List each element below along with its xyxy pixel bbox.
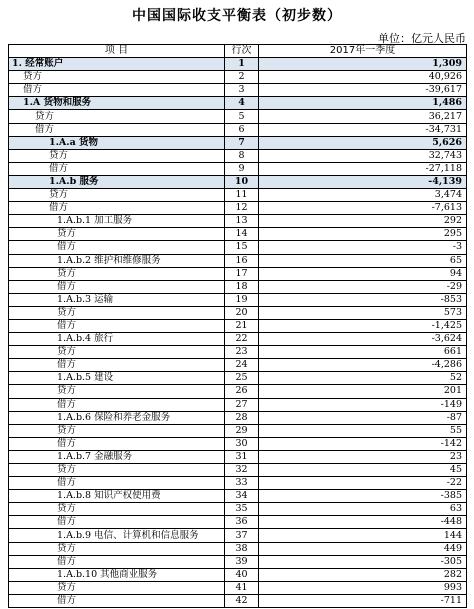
row-number: 21 [225,319,259,332]
row-number: 27 [225,398,259,411]
table-row [9,385,467,398]
row-label: 贷方 [9,346,225,359]
table-row [9,136,467,149]
row-label: 借方 [9,280,225,293]
unit-label: 单位：亿元人民币 [378,32,466,45]
row-value: 282 [259,568,467,581]
table-row [9,280,467,293]
row-value: -3 [259,241,467,254]
row-value: 23 [259,450,467,463]
row-number: 17 [225,267,259,280]
row-label: 借方 [9,319,225,332]
row-value: 1,309 [259,58,467,71]
table-row [9,581,467,594]
row-number: 14 [225,228,259,241]
row-label: 1.A.b.3 运输 [9,293,225,306]
row-value: -7,613 [259,202,467,215]
row-number: 40 [225,568,259,581]
row-value: 40,926 [259,71,467,84]
row-value: -22 [259,477,467,490]
row-number: 39 [225,555,259,568]
row-number: 3 [225,84,259,97]
header-period: 2017年一季度 [259,45,467,58]
row-label: 1.A.b.7 金融服务 [9,450,225,463]
table-row [9,110,467,123]
row-number: 38 [225,542,259,555]
row-value: -149 [259,398,467,411]
row-number: 20 [225,306,259,319]
table-row [9,241,467,254]
row-value: 573 [259,306,467,319]
table-row [9,293,467,306]
table-row [9,437,467,450]
row-value: -4,139 [259,175,467,188]
table-row [9,333,467,346]
row-label: 贷方 [9,385,225,398]
row-number: 32 [225,464,259,477]
row-number: 37 [225,529,259,542]
table-row [9,71,467,84]
row-number: 25 [225,372,259,385]
row-value: 144 [259,529,467,542]
row-label: 借方 [9,477,225,490]
table-row [9,516,467,529]
row-label: 贷方 [9,424,225,437]
row-value: 94 [259,267,467,280]
row-label: 借方 [9,241,225,254]
row-value: -27,118 [259,162,467,175]
row-number: 41 [225,581,259,594]
row-number: 11 [225,189,259,202]
table-header [9,45,467,58]
row-label: 贷方 [9,306,225,319]
row-value: -4,286 [259,359,467,372]
table-row [9,149,467,162]
row-number: 18 [225,280,259,293]
table-row [9,97,467,110]
row-number: 10 [225,175,259,188]
row-number: 4 [225,97,259,110]
table-row [9,267,467,280]
row-number: 36 [225,516,259,529]
row-label: 借方 [9,162,225,175]
row-value: -711 [259,594,467,607]
row-number: 35 [225,503,259,516]
table-row [9,58,467,71]
row-number: 42 [225,594,259,607]
row-number: 23 [225,346,259,359]
row-value: 295 [259,228,467,241]
row-value: 1,486 [259,97,467,110]
row-value: -142 [259,437,467,450]
row-number: 19 [225,293,259,306]
row-label: 1.A.b 服务 [9,175,225,188]
row-label: 借方 [9,437,225,450]
row-value: 63 [259,503,467,516]
row-number: 12 [225,202,259,215]
table-row [9,398,467,411]
row-number: 9 [225,162,259,175]
row-value: -853 [259,293,467,306]
row-number: 24 [225,359,259,372]
row-label: 贷方 [9,581,225,594]
page-title: 中国国际收支平衡表（初步数） [132,8,342,24]
table-row [9,372,467,385]
row-value: 661 [259,346,467,359]
table-row [9,84,467,97]
row-label: 1.A.b.5 建设 [9,372,225,385]
table-row [9,346,467,359]
row-label: 1.A 货物和服务 [9,97,225,110]
row-value: -448 [259,516,467,529]
row-number: 6 [225,123,259,136]
row-number: 8 [225,149,259,162]
row-label: 借方 [9,202,225,215]
row-number: 7 [225,136,259,149]
row-value: 3,474 [259,189,467,202]
row-label: 借方 [9,398,225,411]
row-value: 55 [259,424,467,437]
header-item: 项 目 [9,45,225,58]
row-number: 2 [225,71,259,84]
row-label: 贷方 [9,149,225,162]
row-label: 借方 [9,555,225,568]
row-value: 52 [259,372,467,385]
row-label: 贷方 [9,503,225,516]
row-label: 1.A.b.6 保险和养老金服务 [9,411,225,424]
table-row [9,215,467,228]
table-row [9,568,467,581]
table-row [9,542,467,555]
row-value: 36,217 [259,110,467,123]
table-row [9,254,467,267]
row-value: -3,624 [259,333,467,346]
row-label: 贷方 [9,110,225,123]
table-row [9,359,467,372]
table-row [9,411,467,424]
table-row [9,162,467,175]
row-value: 65 [259,254,467,267]
row-number: 31 [225,450,259,463]
row-label: 贷方 [9,267,225,280]
row-label: 1.A.b.8 知识产权使用费 [9,490,225,503]
row-label: 借方 [9,359,225,372]
row-value: 449 [259,542,467,555]
row-value: 32,743 [259,149,467,162]
table-row [9,477,467,490]
row-label: 1.A.b.4 旅行 [9,333,225,346]
row-number: 13 [225,215,259,228]
table-row [9,594,467,607]
table-row [9,490,467,503]
table-row [9,228,467,241]
table-row [9,424,467,437]
row-number: 29 [225,424,259,437]
row-label: 借方 [9,123,225,136]
row-value: 45 [259,464,467,477]
row-number: 16 [225,254,259,267]
row-number: 34 [225,490,259,503]
table-row [9,503,467,516]
row-label: 1.A.b.2 维护和维修服务 [9,254,225,267]
row-label: 借方 [9,594,225,607]
table-row [9,464,467,477]
table-row [9,529,467,542]
row-number: 1 [225,58,259,71]
table-row [9,189,467,202]
row-value: -1,425 [259,319,467,332]
table-row [9,555,467,568]
row-value: -385 [259,490,467,503]
header-row-number: 行次 [225,45,259,58]
row-number: 26 [225,385,259,398]
row-label: 1.A.a 货物 [9,136,225,149]
row-number: 30 [225,437,259,450]
row-value: 993 [259,581,467,594]
table-row [9,175,467,188]
row-value: -34,731 [259,123,467,136]
table-row [9,450,467,463]
row-value: -39,617 [259,84,467,97]
row-label: 1.A.b.9 电信、计算机和信息服务 [9,529,225,542]
row-value: 201 [259,385,467,398]
row-label: 1.A.b.10 其他商业服务 [9,568,225,581]
row-number: 5 [225,110,259,123]
row-value: -305 [259,555,467,568]
row-label: 贷方 [9,542,225,555]
row-number: 22 [225,333,259,346]
row-label: 借方 [9,84,225,97]
row-number: 28 [225,411,259,424]
row-label: 贷方 [9,464,225,477]
row-number: 15 [225,241,259,254]
table-row [9,319,467,332]
row-value: 292 [259,215,467,228]
row-label: 1.A.b.1 加工服务 [9,215,225,228]
row-label: 贷方 [9,71,225,84]
row-value: -87 [259,411,467,424]
table-row [9,306,467,319]
row-label: 贷方 [9,189,225,202]
table-body [9,58,467,608]
row-label: 借方 [9,516,225,529]
row-label: 1. 经常账户 [9,58,225,71]
table-row [9,123,467,136]
row-value: 5,626 [259,136,467,149]
row-number: 33 [225,477,259,490]
row-label: 贷方 [9,228,225,241]
row-value: -29 [259,280,467,293]
balance-of-payments-table [8,44,467,608]
table-row [9,202,467,215]
